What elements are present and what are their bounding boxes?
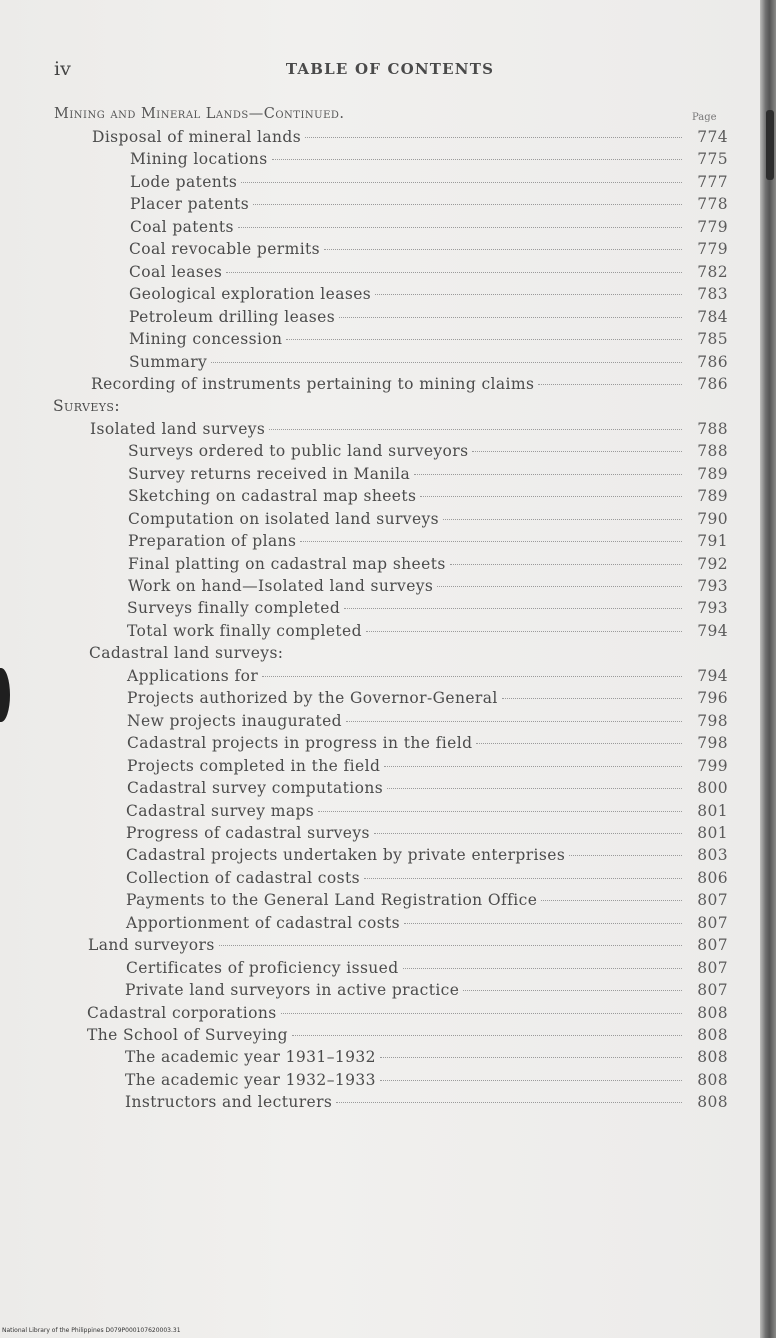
toc-entry-page: 807	[697, 891, 728, 910]
dot-leader	[414, 474, 682, 475]
toc-entry	[129, 261, 728, 283]
toc-entry	[129, 283, 728, 305]
dot-leader	[318, 811, 682, 812]
toc-entry	[129, 328, 728, 350]
dot-leader	[387, 788, 682, 789]
edge-mark	[766, 110, 774, 180]
toc-entry-page: 775	[697, 150, 728, 169]
dot-leader	[420, 496, 682, 497]
dot-leader	[324, 249, 682, 250]
toc-entry	[125, 1046, 728, 1068]
toc-entry-label: Private land surveyors in active practice	[125, 981, 460, 1000]
dot-leader	[375, 294, 682, 295]
dot-leader	[272, 159, 682, 160]
toc-entry-page: 801	[697, 801, 728, 820]
dot-leader	[226, 272, 682, 273]
toc-entry-label: The academic year 1932–1933	[125, 1070, 376, 1089]
toc-entry-label: Isolated land surveys	[90, 419, 266, 438]
toc-entry	[128, 530, 728, 552]
toc-entry-label: Survey returns received in Manila	[128, 464, 411, 483]
toc-entry-label: Disposal of mineral lands	[92, 128, 302, 146]
dot-leader	[443, 519, 682, 520]
toc-entry-label: The School of Surveying	[87, 1026, 289, 1044]
toc-entry-label: Surveys finally completed	[127, 599, 341, 618]
page-title: TABLE OF CONTENTS	[285, 60, 495, 78]
dot-leader	[241, 182, 682, 183]
toc-entry-label: Computation on isolated land surveys	[128, 509, 440, 528]
toc-entry-page: 808	[697, 1048, 728, 1067]
toc-section-heading	[53, 395, 728, 417]
toc-entry	[127, 665, 728, 687]
dot-leader	[253, 204, 682, 205]
toc-entry-label: Cadastral survey computations	[127, 779, 384, 798]
toc-entry	[128, 553, 728, 575]
toc-entry	[125, 979, 728, 1001]
dot-leader	[463, 990, 682, 991]
toc-entry-page: 785	[697, 330, 728, 349]
toc-entry-page: 782	[697, 262, 728, 281]
toc-entry-label: New projects inaugurated	[127, 711, 343, 730]
toc-entry-page: 783	[697, 285, 728, 304]
dot-leader	[269, 429, 682, 430]
toc-entry	[129, 238, 728, 260]
dot-leader	[219, 945, 682, 946]
dot-leader	[450, 564, 682, 565]
dot-leader	[300, 541, 682, 542]
toc-entry-label: Cadastral land surveys:	[89, 644, 284, 663]
dot-leader	[404, 923, 682, 924]
toc-entry-label: Collection of cadastral costs	[126, 868, 360, 887]
dot-leader	[281, 1013, 682, 1014]
toc-entry-page: 788	[697, 419, 728, 438]
toc-entry-label: Coal revocable permits	[129, 240, 321, 259]
dot-leader	[305, 137, 682, 138]
dot-leader	[476, 743, 682, 744]
toc-entry-page: 779	[697, 240, 728, 259]
toc-entry-label: Lode patents	[130, 172, 238, 191]
toc-entry-label: Mining concession	[129, 330, 283, 349]
toc-entry-page: 807	[697, 981, 728, 1000]
dot-leader	[538, 384, 682, 385]
dot-leader	[346, 721, 682, 722]
toc-entry	[87, 1002, 728, 1024]
toc-entry-label: Projects completed in the field	[127, 756, 381, 775]
toc-entry-page: 808	[697, 1070, 728, 1089]
toc-entry-page: 794	[697, 666, 728, 685]
toc-entry-page: 807	[697, 913, 728, 932]
section-heading: Mining and Mineral Lands—Continued.	[54, 106, 345, 122]
toc-entry-page: 786	[697, 352, 728, 371]
toc-entry	[92, 126, 728, 148]
toc-entry-label: Coal patents	[130, 217, 234, 236]
toc-entry-page: 786	[697, 374, 728, 393]
toc-entry-label: Sketching on cadastral map sheets	[128, 487, 417, 506]
toc-entry-page: 788	[697, 442, 728, 461]
toc-entry-label: Instructors and lecturers	[125, 1093, 333, 1112]
toc-entry	[87, 1024, 728, 1046]
toc-entry	[128, 575, 728, 597]
toc-entry-page: 799	[697, 756, 728, 775]
toc-entry	[126, 800, 728, 822]
toc-entry-page: 794	[697, 621, 728, 640]
toc-entry	[129, 306, 728, 328]
toc-entry	[128, 508, 728, 530]
toc-entry	[126, 912, 728, 934]
dot-leader	[569, 855, 682, 856]
toc-entry-label: Total work finally completed	[127, 621, 362, 640]
dot-leader	[384, 766, 682, 767]
toc-entry-page: 798	[697, 711, 728, 730]
toc-entry	[129, 351, 728, 373]
dot-leader	[366, 631, 682, 632]
toc-entry-label: Certificates of proficiency issued	[126, 958, 399, 977]
toc-entry-page: 808	[697, 1026, 728, 1044]
toc-entry-label: Cadastral corporations	[87, 1003, 277, 1022]
dot-leader	[339, 317, 682, 318]
toc-entry-page: 796	[697, 689, 728, 708]
toc-entry-page: 784	[697, 307, 728, 326]
toc-entry-page: 774	[697, 128, 728, 146]
toc-entry-page: 789	[697, 464, 728, 483]
toc-entry-page: 808	[697, 1093, 728, 1112]
toc-entry-label: Final platting on cadastral map sheets	[128, 554, 446, 573]
toc-entry-label: Placer patents	[130, 195, 250, 214]
toc-entry-label: Projects authorized by the Governor-General	[127, 689, 498, 708]
toc-entry-label: Payments to the General Land Registration Office	[126, 891, 538, 910]
toc-entry-page: 807	[697, 958, 728, 977]
dot-leader	[211, 362, 682, 363]
toc-entry	[126, 867, 728, 889]
toc-entry-page: 792	[697, 554, 728, 573]
page-number: iv	[54, 58, 71, 80]
toc-entry-label: Applications for	[127, 666, 259, 685]
toc-entry-page: 798	[697, 734, 728, 753]
toc-entry-label: Apportionment of cadastral costs	[126, 913, 401, 932]
dot-leader	[238, 227, 682, 228]
dot-leader	[292, 1035, 682, 1036]
toc-entry-label: Recording of instruments pertaining to mining claims	[91, 374, 535, 393]
toc-entry	[127, 620, 728, 642]
toc-entry	[127, 755, 728, 777]
dot-leader	[403, 968, 682, 969]
dot-leader	[344, 608, 682, 609]
toc-entry-page: 777	[697, 172, 728, 191]
toc-entry	[130, 171, 728, 193]
dot-leader	[262, 676, 682, 677]
dot-leader	[286, 339, 682, 340]
toc-entry-page: 790	[697, 509, 728, 528]
toc-entry-label: Cadastral survey maps	[126, 801, 315, 820]
toc-entry-label: Summary	[129, 352, 208, 371]
toc-entry-label: Coal leases	[129, 262, 223, 281]
toc-entry-label: Geological exploration leases	[129, 285, 372, 304]
binder-hole	[0, 668, 10, 722]
dot-leader	[472, 451, 682, 452]
toc-entry	[128, 485, 728, 507]
toc-entry-page: 778	[697, 195, 728, 214]
page-column-label: Page	[692, 112, 717, 123]
toc-entry	[126, 957, 728, 979]
toc-entry-page: 789	[697, 487, 728, 506]
toc-entry	[126, 889, 728, 911]
dot-leader	[437, 586, 682, 587]
dot-leader	[380, 1057, 682, 1058]
toc-entry-label: Surveys ordered to public land surveyors	[128, 442, 469, 461]
toc-entry	[127, 777, 728, 799]
dot-leader	[502, 698, 682, 699]
page-edge	[760, 0, 776, 1338]
dot-leader	[364, 878, 682, 879]
dot-leader	[380, 1080, 682, 1081]
toc-entry-label: Mining locations	[130, 150, 268, 169]
toc-entry-page: 806	[697, 868, 728, 887]
toc-entry	[126, 822, 728, 844]
toc-entry-label: Land surveyors	[88, 936, 215, 955]
dot-leader	[541, 900, 682, 901]
toc-entry-label: Progress of cadastral surveys	[126, 823, 370, 842]
dot-leader	[336, 1102, 682, 1103]
toc-entry	[91, 373, 728, 395]
toc-entry	[128, 463, 728, 485]
toc-entry-label: Work on hand—Isolated land surveys	[128, 577, 434, 595]
toc-entry	[130, 216, 728, 238]
toc-entry-page: 807	[697, 936, 728, 955]
toc-entry	[127, 710, 728, 732]
toc-entry-label: Preparation of plans	[128, 532, 297, 551]
toc-entry-label: Surveys:	[53, 397, 120, 416]
toc-entry-label: Petroleum drilling leases	[129, 307, 336, 326]
toc-entry	[127, 732, 728, 754]
dot-leader	[374, 833, 682, 834]
toc-entry	[89, 642, 728, 664]
toc-entry-page: 800	[697, 779, 728, 798]
toc-entry-page: 793	[697, 599, 728, 618]
toc-entry-page: 803	[697, 846, 728, 865]
toc-entry	[126, 844, 728, 866]
toc-entry-page: 808	[697, 1003, 728, 1022]
toc-entry	[130, 193, 728, 215]
toc-entry-page: 801	[697, 823, 728, 842]
toc-entry	[125, 1091, 728, 1113]
footer-credit: National Library of the Philippines D079P000107620003.31	[2, 1327, 181, 1334]
toc-entry-label: Cadastral projects undertaken by private enterprises	[126, 846, 566, 865]
toc-entry-page: 791	[697, 532, 728, 551]
toc-entry-label: The academic year 1931–1932	[125, 1048, 376, 1067]
toc-entry-page: 793	[697, 577, 728, 595]
toc-entry	[127, 597, 728, 619]
toc-entry	[130, 148, 728, 170]
toc-entry	[127, 687, 728, 709]
toc-entry-page: 779	[697, 217, 728, 236]
toc-entry	[125, 1069, 728, 1091]
toc-entry	[128, 440, 728, 462]
toc-entry	[88, 934, 728, 956]
toc-entry	[90, 418, 728, 440]
toc-entry-label: Cadastral projects in progress in the field	[127, 734, 473, 753]
